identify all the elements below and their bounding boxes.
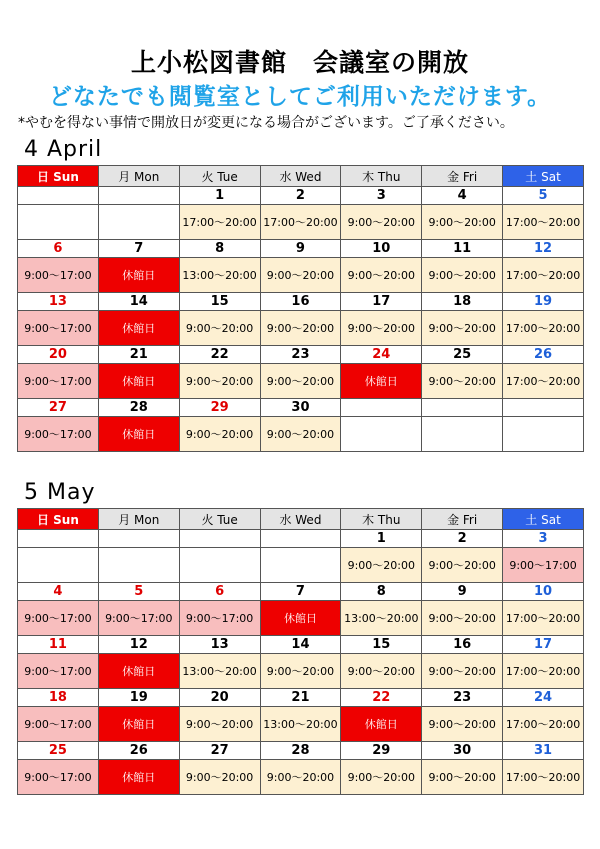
opening-hours-cell: 13:00～20:00 (341, 601, 422, 636)
week-hours-row (18, 760, 584, 795)
day-number: 2 (260, 187, 341, 205)
day-number: 21 (260, 689, 341, 707)
opening-hours-cell: 9:00～20:00 (422, 548, 503, 583)
week-hours-row (18, 654, 584, 689)
day-number: 11 (18, 636, 99, 654)
week-hours-row (18, 417, 584, 452)
closed-day-cell: 休館日 (98, 760, 179, 795)
day-number: 5 (98, 583, 179, 601)
week-hours-row (18, 311, 584, 346)
day-number: 5 (503, 187, 584, 205)
week-date-row (18, 346, 584, 364)
day-number: 14 (98, 293, 179, 311)
day-number: 24 (341, 346, 422, 364)
opening-hours-cell: 13:00～20:00 (179, 258, 260, 293)
day-number: 4 (422, 187, 503, 205)
opening-hours-cell: 13:00～20:00 (260, 707, 341, 742)
day-number: 17 (341, 293, 422, 311)
opening-hours-cell: 9:00～20:00 (422, 760, 503, 795)
opening-hours-cell: 17:00～20:00 (503, 707, 584, 742)
opening-hours-cell: 9:00～17:00 (18, 707, 99, 742)
weekday-header: 木 Thu (341, 509, 422, 530)
day-number: 4 (18, 583, 99, 601)
week-hours-row (18, 707, 584, 742)
opening-hours-cell: 9:00～20:00 (179, 311, 260, 346)
week-date-row (18, 583, 584, 601)
day-number: 15 (179, 293, 260, 311)
weekday-header-row (18, 166, 584, 187)
day-number (422, 399, 503, 417)
opening-hours-cell: 9:00～20:00 (260, 760, 341, 795)
opening-hours-cell: 9:00～20:00 (341, 548, 422, 583)
opening-hours-cell: 9:00～17:00 (18, 258, 99, 293)
day-number: 12 (98, 636, 179, 654)
may-calendar (17, 508, 584, 795)
closed-day-cell: 休館日 (98, 654, 179, 689)
opening-hours-cell: 9:00～20:00 (179, 364, 260, 399)
closed-day-cell: 休館日 (98, 707, 179, 742)
day-number (98, 530, 179, 548)
weekday-header: 木 Thu (341, 166, 422, 187)
opening-hours-cell: 9:00～20:00 (422, 205, 503, 240)
weekday-header: 水 Wed (260, 166, 341, 187)
day-number: 16 (260, 293, 341, 311)
day-number: 7 (98, 240, 179, 258)
opening-hours-cell: 17:00～20:00 (503, 311, 584, 346)
opening-hours-cell: 17:00～20:00 (503, 760, 584, 795)
opening-hours-cell: 17:00～20:00 (260, 205, 341, 240)
day-number: 28 (260, 742, 341, 760)
day-number: 30 (422, 742, 503, 760)
empty-cell (18, 548, 99, 583)
opening-hours-cell: 9:00～20:00 (179, 760, 260, 795)
opening-hours-cell: 9:00～20:00 (260, 654, 341, 689)
weekday-header: 月 Mon (98, 509, 179, 530)
change-notice: *やむを得ない事情で開放日が変更になる場合がございます。ご了承ください。 (18, 115, 514, 131)
day-number: 19 (503, 293, 584, 311)
day-number: 27 (18, 399, 99, 417)
opening-hours-cell: 9:00～17:00 (179, 601, 260, 636)
opening-hours-cell: 9:00～20:00 (422, 258, 503, 293)
opening-hours-cell: 9:00～20:00 (341, 311, 422, 346)
april-calendar (17, 165, 584, 452)
day-number: 3 (503, 530, 584, 548)
day-number: 19 (98, 689, 179, 707)
day-number: 16 (422, 636, 503, 654)
day-number: 8 (179, 240, 260, 258)
day-number: 29 (179, 399, 260, 417)
day-number: 1 (341, 530, 422, 548)
opening-hours-cell: 9:00～20:00 (422, 707, 503, 742)
day-number: 11 (422, 240, 503, 258)
week-hours-row (18, 364, 584, 399)
closed-day-cell: 休館日 (98, 417, 179, 452)
weekday-header: 金 Fri (422, 509, 503, 530)
day-number: 13 (179, 636, 260, 654)
day-number: 10 (341, 240, 422, 258)
weekday-header: 土 Sat (503, 509, 584, 530)
day-number: 8 (341, 583, 422, 601)
opening-hours-cell: 9:00～20:00 (341, 205, 422, 240)
opening-hours-cell: 9:00～17:00 (18, 760, 99, 795)
closed-day-cell: 休館日 (341, 707, 422, 742)
opening-hours-cell: 9:00～20:00 (422, 311, 503, 346)
week-date-row (18, 240, 584, 258)
day-number: 28 (98, 399, 179, 417)
day-number: 25 (18, 742, 99, 760)
weekday-header: 月 Mon (98, 166, 179, 187)
weekday-header: 日 Sun (18, 509, 99, 530)
day-number: 22 (341, 689, 422, 707)
empty-cell (260, 548, 341, 583)
weekday-header: 水 Wed (260, 509, 341, 530)
weekday-header: 金 Fri (422, 166, 503, 187)
opening-hours-cell: 17:00～20:00 (179, 205, 260, 240)
opening-hours-cell: 9:00～17:00 (98, 601, 179, 636)
day-number: 20 (179, 689, 260, 707)
opening-hours-cell: 17:00～20:00 (503, 258, 584, 293)
day-number: 21 (98, 346, 179, 364)
weekday-header: 火 Tue (179, 166, 260, 187)
opening-hours-cell: 13:00～20:00 (179, 654, 260, 689)
day-number: 26 (503, 346, 584, 364)
opening-hours-cell: 9:00～17:00 (18, 601, 99, 636)
closed-day-cell: 休館日 (98, 311, 179, 346)
day-number (503, 399, 584, 417)
april-month-label: 4 April (24, 137, 103, 162)
day-number: 25 (422, 346, 503, 364)
empty-cell (179, 548, 260, 583)
day-number: 22 (179, 346, 260, 364)
day-number: 24 (503, 689, 584, 707)
day-number: 27 (179, 742, 260, 760)
page-title: 上小松図書館 会議室の開放 (130, 48, 469, 77)
day-number (18, 187, 99, 205)
day-number: 2 (422, 530, 503, 548)
closed-day-cell: 休館日 (98, 364, 179, 399)
weekday-header: 火 Tue (179, 509, 260, 530)
day-number: 13 (18, 293, 99, 311)
opening-hours-cell: 9:00～20:00 (260, 258, 341, 293)
opening-hours-cell: 9:00～20:00 (341, 654, 422, 689)
week-date-row (18, 399, 584, 417)
opening-hours-cell: 9:00～17:00 (18, 311, 99, 346)
week-date-row (18, 293, 584, 311)
week-hours-row (18, 258, 584, 293)
day-number: 23 (260, 346, 341, 364)
opening-hours-cell: 9:00～20:00 (179, 417, 260, 452)
day-number: 30 (260, 399, 341, 417)
opening-hours-cell: 9:00～20:00 (422, 601, 503, 636)
weekday-header-row (18, 509, 584, 530)
week-date-row (18, 187, 584, 205)
empty-cell (422, 417, 503, 452)
week-date-row (18, 636, 584, 654)
day-number (98, 187, 179, 205)
empty-cell (341, 417, 422, 452)
day-number: 1 (179, 187, 260, 205)
opening-hours-cell: 17:00～20:00 (503, 601, 584, 636)
day-number: 29 (341, 742, 422, 760)
closed-day-cell: 休館日 (341, 364, 422, 399)
day-number: 10 (503, 583, 584, 601)
empty-cell (503, 417, 584, 452)
day-number: 9 (260, 240, 341, 258)
empty-cell (18, 205, 99, 240)
day-number: 3 (341, 187, 422, 205)
opening-hours-cell: 9:00～17:00 (18, 417, 99, 452)
opening-hours-cell: 17:00～20:00 (503, 364, 584, 399)
day-number: 18 (422, 293, 503, 311)
closed-day-cell: 休館日 (98, 258, 179, 293)
opening-hours-cell: 9:00～20:00 (341, 760, 422, 795)
weekday-header: 日 Sun (18, 166, 99, 187)
week-hours-row (18, 548, 584, 583)
day-number: 31 (503, 742, 584, 760)
day-number: 17 (503, 636, 584, 654)
opening-hours-cell: 9:00～20:00 (260, 417, 341, 452)
day-number: 15 (341, 636, 422, 654)
week-date-row (18, 742, 584, 760)
day-number (341, 399, 422, 417)
opening-hours-cell: 9:00～20:00 (179, 707, 260, 742)
day-number (260, 530, 341, 548)
may-month-label: 5 May (24, 480, 96, 505)
opening-hours-cell: 17:00～20:00 (503, 654, 584, 689)
weekday-header: 土 Sat (503, 166, 584, 187)
day-number (179, 530, 260, 548)
opening-hours-cell: 17:00～20:00 (503, 205, 584, 240)
week-hours-row (18, 205, 584, 240)
empty-cell (98, 205, 179, 240)
opening-hours-cell: 9:00～20:00 (422, 654, 503, 689)
opening-hours-cell: 9:00～20:00 (260, 311, 341, 346)
day-number: 9 (422, 583, 503, 601)
day-number: 18 (18, 689, 99, 707)
opening-hours-cell: 9:00～20:00 (260, 364, 341, 399)
day-number (18, 530, 99, 548)
day-number: 7 (260, 583, 341, 601)
opening-hours-cell: 9:00～17:00 (18, 364, 99, 399)
page-subtitle: どなたでも閲覧室としてご利用いただけます。 (48, 84, 552, 110)
opening-hours-cell: 9:00～17:00 (503, 548, 584, 583)
opening-hours-cell: 9:00～17:00 (18, 654, 99, 689)
day-number: 23 (422, 689, 503, 707)
day-number: 20 (18, 346, 99, 364)
day-number: 26 (98, 742, 179, 760)
week-hours-row (18, 601, 584, 636)
day-number: 6 (18, 240, 99, 258)
week-date-row (18, 689, 584, 707)
day-number: 12 (503, 240, 584, 258)
day-number: 14 (260, 636, 341, 654)
opening-hours-cell: 9:00～20:00 (341, 258, 422, 293)
opening-hours-cell: 9:00～20:00 (422, 364, 503, 399)
week-date-row (18, 530, 584, 548)
empty-cell (98, 548, 179, 583)
day-number: 6 (179, 583, 260, 601)
closed-day-cell: 休館日 (260, 601, 341, 636)
